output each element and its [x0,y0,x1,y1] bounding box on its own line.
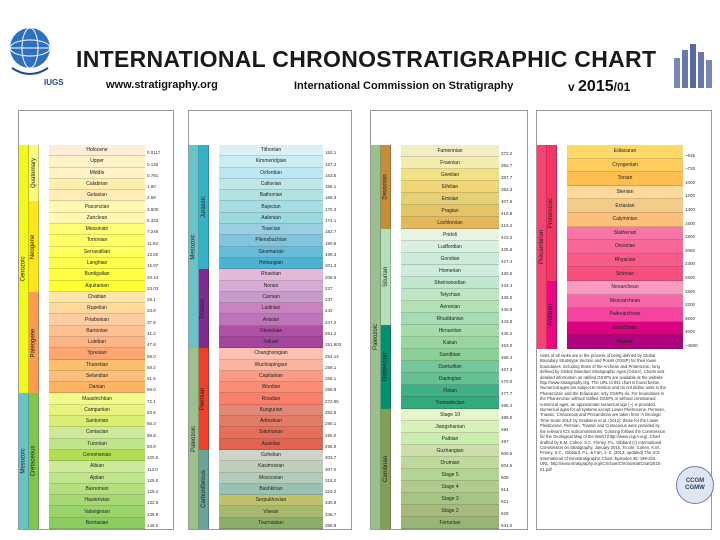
stage-age: 410.8 [501,211,513,216]
stage-age: 2.58 [147,195,156,201]
chart-version [568,78,630,96]
stage-row: Selandian [49,371,145,382]
period-label [547,281,557,349]
stage-row: Aptian [49,473,145,484]
stage-age: 208.5 [325,274,337,280]
period-label [19,393,29,529]
stage-row: Sheinwoodian [401,277,499,289]
stage-row: Rhyacian [567,254,683,268]
stage-age: 247.2 [325,319,337,325]
stage-row: Homerian [401,265,499,277]
stage-age: 190.8 [325,240,337,246]
period-label [189,145,199,348]
iugs-globe-logo [8,20,54,86]
stage-age: 59.2 [147,364,156,370]
stage-row: Ladinian [219,303,323,314]
stage-age: 1200 [685,193,696,199]
period-label-text: Paleozoic [372,323,379,351]
stage-age: 272.95 [325,398,339,404]
stage-row: Asselian [219,439,323,450]
stage-age: 489.5 [501,415,513,420]
stage-row: Bathonian [219,190,323,201]
stage-row: Calymmian [567,213,683,227]
stage-row: Serpukhovian [219,495,323,506]
stage-row: Sakmarian [219,427,323,438]
stage-row: Ediacaran [567,145,683,159]
stage-age: 330.9 [325,500,337,506]
stage-row: Paleoarchean [567,308,683,322]
stage-row: Burdigalian [49,269,145,280]
stage-age: 2300 [685,261,696,267]
stage-age: ~720 [685,166,696,172]
stage-age: 15.97 [147,263,159,269]
stage-age: 72.1 [147,398,156,404]
period-label-text: Cenozoic [20,256,27,282]
stage-row: Neoarchean [567,281,683,295]
stage-age: 182.7 [325,229,337,235]
stage-age: 86.3 [147,421,156,427]
period-label [29,145,39,201]
stage-row: Stage 4 [401,481,499,493]
stage-row: Guzhangian [401,445,499,457]
stage-age: 458.4 [501,355,513,360]
stage-age: 0.781 [147,172,159,178]
stage-row: Thanetian [49,360,145,371]
stage-age: 125.0 [147,477,159,483]
stage-age: 166.1 [325,184,337,190]
stage-row: Priabonian [49,314,145,325]
period-label-text: Triassic [200,298,207,319]
period-label [19,145,29,393]
stage-age: 295.0 [325,432,337,438]
stage-row: Cenomanian [49,450,145,461]
stage-row: Tortonian [49,235,145,246]
stage-age: 303.7 [325,455,337,461]
period-label [381,325,391,409]
period-label-text: Mesozoic [190,233,197,260]
stage-row: Statherian [567,227,683,241]
stage-age: 145.0 [147,523,159,528]
stage-age: 61.6 [147,376,156,382]
stage-age: 529 [501,511,509,516]
stage-row: Hettangian [219,258,323,269]
stage-row: Callovian [219,179,323,190]
period-label-text: Neogene [30,234,37,259]
stage-age: 132.9 [147,500,159,506]
period-label [199,269,209,348]
stage-age: 2500 [685,275,696,280]
stage-age: 443.8 [501,319,513,324]
stage-row: Siderian [567,267,683,281]
stage-age: 485.4 [501,403,513,408]
stage-row: Stage 3 [401,493,499,505]
stage-age: 83.6 [147,410,156,416]
stage-row: Gzhelian [219,450,323,461]
period-label-text: Carboniferous [200,470,207,509]
panel-devonian-cambrian [370,110,528,530]
stage-row: Turonian [49,439,145,450]
stage-age: 1400 [685,207,696,212]
stage-row: Emsian [401,193,499,205]
stage-row: Oxfordian [219,168,323,179]
stage-age: 28.1 [147,297,156,303]
stage-age: 433.4 [501,283,513,288]
stage-row: Albian [49,461,145,472]
stage-age: 419.2 [501,223,513,228]
stage-row: Stage 2 [401,505,499,517]
stage-age: 5.333 [147,218,159,224]
stage-age: 170.3 [325,206,337,212]
stage-row: Norian [219,281,323,292]
stage-age: 100.5 [147,455,159,461]
stage-row: Wuchiapingian [219,360,323,371]
stage-age: 307.0 [325,466,337,472]
stage-age: 477.7 [501,391,513,396]
stage-row: Darriwilian [401,361,499,373]
stage-age: 425.6 [501,247,513,252]
stage-row: Serravallian [49,247,145,258]
stage-row: Toarcian [219,224,323,235]
stage-row: Aeronian [401,301,499,313]
stage-age: 427.4 [501,259,513,264]
stage-row: Capitanian [219,371,323,382]
stage-row: Gorstian [401,253,499,265]
stage-age: 283.5 [325,410,337,416]
stage-age: 268.8 [325,387,337,393]
stage-row: Dapingian [401,373,499,385]
panel-jurassic-carboniferous [188,110,352,530]
stage-age: 440.8 [501,307,513,312]
stage-age: 129.4 [147,489,159,495]
stage-age: 1600 [685,220,696,226]
stage-age: 7.246 [147,229,159,235]
stage-row: Tithonian [219,145,323,156]
stage-row: Tournaisian [219,518,323,529]
stage-row: Orosirian [567,240,683,254]
period-label [381,145,391,229]
stage-age: 237 [325,297,333,303]
stage-age: 152.1 [325,150,337,156]
stage-row: Olenekian [219,326,323,337]
stage-row: Hauterivian [49,495,145,506]
stage-row: Campanian [49,405,145,416]
stage-age: 265.1 [325,376,337,382]
stage-age: 93.9 [147,443,156,449]
website-url[interactable]: www.stratigraphy.org [106,79,218,91]
stage-row: Lutetian [49,337,145,348]
stage-row: Rupelian [49,303,145,314]
stage-age: 37.8 [147,319,156,325]
stage-row: Changhsingian [219,348,323,359]
period-label [199,348,209,450]
stage-age: 467.3 [501,367,513,372]
stage-age: 157.3 [325,161,337,167]
stage-age: 290.1 [325,421,337,427]
stage-row: Pliensbachian [219,235,323,246]
stage-age: 298.9 [325,443,337,449]
iugs-logo-text: IUGS [44,78,64,87]
stage-row: Chattian [49,292,145,303]
stage-age: 41.2 [147,331,156,336]
stage-age: 494 [501,427,509,432]
period-label-text: Proterozoic [548,197,555,229]
stage-age: 407.6 [501,199,513,204]
stage-row: Rhuddanian [401,313,499,325]
stage-row: Holocene [49,145,145,156]
stage-row: Floian [401,385,499,397]
stage-age: 2800 [685,288,696,294]
stage-row: Barremian [49,484,145,495]
stage-row: Ypresian [49,348,145,359]
version-prefix: v [568,80,579,94]
period-label [29,292,39,394]
stage-age: 382.7 [501,163,513,168]
stage-row: Stage 10 [401,409,499,421]
stage-row: Danian [49,382,145,393]
stage-row: Ectasian [567,199,683,213]
stage-age: 168.3 [325,195,337,201]
stage-age: 13.82 [147,251,159,257]
stage-row: Berriasian [49,518,145,529]
stage-age: 259.1 [325,364,337,370]
stage-age: 3200 [685,302,696,308]
stage-age: 430.5 [501,271,513,276]
panel-cenozoic-cretaceous [18,110,174,530]
stage-age: 500.5 [501,451,513,456]
stage-row: Jiangshanian [401,421,499,433]
stage-age: 139.8 [147,511,159,517]
stage-age: 254.14 [325,353,339,359]
stage-age: 4000 [685,329,696,335]
stage-age: 23.03 [147,285,159,291]
stage-age: 251.902 [325,342,342,348]
stage-row: Zanclean [49,213,145,224]
stage-row: Roadian [219,393,323,404]
stage-row: Pridoli [401,229,499,241]
stage-age: 33.9 [147,308,156,314]
period-label-text: Archean [548,303,555,327]
stage-row: Wordian [219,382,323,393]
stage-age: 242 [325,308,333,314]
commission-name: International Commission on Stratigraphy [294,80,514,92]
stage-age: 1800 [685,234,696,240]
stage-age: 0.126 [147,161,159,167]
chart-header [0,0,720,104]
period-label-text: Quaternary [30,158,37,189]
stage-row: Ludfordian [401,241,499,253]
stage-row: Fortunian [401,517,499,529]
version-year: 2015 [578,78,614,95]
stage-row: Carnian [219,292,323,303]
stage-row: Aalenian [219,213,323,224]
stage-row: Bashkirian [219,484,323,495]
period-label-text: Cretaceous [30,445,37,477]
stage-row: Artinskian [219,416,323,427]
stage-row: Stage 5 [401,469,499,481]
stage-age: ~635 [685,152,696,158]
stage-row: Tremadocian [401,397,499,409]
chart-title: INTERNATIONAL CHRONOSTRATIGRAPHIC CHART [76,46,657,72]
stage-row: Famennian [401,145,499,157]
stage-age: 113.0 [147,466,158,472]
stage-age: 423.0 [501,235,513,240]
stage-row: Kungurian [219,405,323,416]
period-label-text: Silurian [382,266,389,288]
period-label-text: Paleogene [30,328,37,357]
stage-row: Coniacian [49,427,145,438]
stage-row: Maastrichtian [49,393,145,404]
stage-age: 453.0 [501,343,513,348]
period-label [29,201,39,291]
stage-age: 163.5 [325,172,337,178]
stage-row: Lochkovian [401,217,499,229]
stage-age: 2050 [685,247,696,253]
period-label [189,348,199,529]
stage-age: 227 [325,285,333,291]
stage-row: Drumian [401,457,499,469]
stage-age: ~4600 [685,343,698,348]
stage-row: Cryogenian [567,159,683,173]
stage-age: 372.2 [501,151,513,156]
stage-age: 201.3 [325,263,337,269]
stage-age: 521 [501,499,509,504]
ics-bars-logo [672,40,716,90]
period-label-text: Jurassic [200,196,207,219]
period-label-text: Precambrian [538,229,545,265]
stage-row: Induan [219,337,323,348]
stage-age: 89.8 [147,432,156,438]
stage-row: Valanginian [49,506,145,517]
stage-row: Kimmeridgian [219,156,323,167]
stage-row: Piacenzian [49,201,145,212]
stage-row: Givetian [401,169,499,181]
stage-row: Eoarchean [567,322,683,336]
stage-row: Anisian [219,314,323,325]
stage-age: 66.0 [147,387,156,393]
stage-age: 470.0 [501,379,513,384]
stage-age: 541.0 [501,523,513,528]
stage-row: Telychian [401,289,499,301]
stage-age: 514 [501,487,509,492]
stage-age: 445.2 [501,331,513,336]
stage-age: 358.9 [325,523,337,528]
period-label-text: Cambrian [382,455,389,483]
period-label-text: Mesozoic [20,448,27,474]
stage-age: 251.2 [325,331,337,336]
stage-age: 1.80 [147,184,156,190]
stage-row: Langhian [49,258,145,269]
stage-row: Gelasian [49,190,145,201]
stage-row: Bajocian [219,201,323,212]
stage-row: Bartonian [49,326,145,337]
stage-row: Santonian [49,416,145,427]
stage-row: Hirnantian [401,325,499,337]
stage-row: Katian [401,337,499,349]
stage-age: 315.2 [325,477,337,483]
period-label [199,450,209,529]
chart-notes: Units of all ranks are in the process of being defined by Global Boundary Stratotype Section and Points (GSSP) for their lower boundaries, including those of the Archean and Proterozoic, long defined by Global Standard Stratigraphic Ages (GSSA). Charts and detailed information on ratified GSSPs are available at the website http://www.stratigraphy.org. The URL to this chart is found below. Numerical ages are subject to revision and do not define units in the Phanerozoic and the Ediacaran; only GSSPs do. For boundaries in the Phanerozoic without ratified GSSPs or without constrained numerical ages, an approximate numerical age (~) is provided. Numerical ages for all systems except Lower Pleistocene, Permian, Triassic, Cretaceous and Precambrian are taken from 'A Geologic Time Scale 2012' by Gradstein et al. (2012); those for the Lower Pleistocene, Permian, Triassic and Cretaceous were provided by the relevant ICS subcommissions. Coloring follows the Commission for the Geological Map of the World (http://www.ccgm.org). Chart drafted by K.M. Cohen, S.C. Finney, P.L. Gibbard (c) International Commission on Stratigraphy, January 2015. To cite: Cohen, K.M., Finney, S.C., Gibbard, P.L. & Fan, J.-X. (2013; updated) The ICS International Chronostratigraphic Chart. Episodes 36: 199-204. URL: http://www.stratigraphy.org/ICSchart/ChronostratChart2015-01.pdf [540,353,666,472]
period-label [537,145,547,349]
stage-age: 56.0 [147,353,156,359]
stage-age: 174.1 [325,218,337,224]
period-label [371,145,381,529]
stage-age: 393.3 [501,187,513,192]
stage-age: 3.600 [147,206,159,212]
ccgm-logo: CCGM CGMW [676,466,714,504]
stage-row: Sinemurian [219,247,323,258]
stage-row: Stenian [567,186,683,200]
stage-age: 438.5 [501,295,513,300]
period-label [29,393,39,529]
stage-age: 509 [501,475,509,480]
stage-row: Upper [49,156,145,167]
version-suffix: /01 [613,80,631,94]
period-label-text: Devonian [382,174,389,200]
stage-row: Kasimovian [219,461,323,472]
stage-age: 497 [501,439,509,444]
stage-row: Rhaetian [219,269,323,280]
period-label [199,145,209,269]
stage-age: 1000 [685,179,696,185]
stage-age: 323.2 [325,489,337,495]
stage-age: 11.63 [147,240,158,246]
stage-age: 199.3 [325,251,337,257]
stage-age: 504.5 [501,463,513,468]
stage-row: Calabrian [49,179,145,190]
stage-row: Sandbian [401,349,499,361]
stage-age: 20.44 [147,274,159,280]
stage-age: 346.7 [325,511,337,517]
stage-row: Mesoarchean [567,295,683,309]
stage-row: Frasnian [401,157,499,169]
period-label-text: Permian [200,387,207,411]
period-label-text: Paleozoic [190,425,197,452]
stage-age: 3600 [685,315,696,321]
stage-row: Messinian [49,224,145,235]
stage-row: Hadean [567,335,683,349]
stage-row: Tonian [567,172,683,186]
stage-row: Aquitanian [49,281,145,292]
stage-age: 387.7 [501,175,513,180]
stage-row: Eifelian [401,181,499,193]
period-label-text: Ordovician [382,352,389,382]
stage-row: Middle [49,168,145,179]
stage-row: Pragian [401,205,499,217]
stage-row: Moscovian [219,473,323,484]
period-label [381,229,391,325]
period-label [547,145,557,281]
period-label [381,409,391,529]
stage-row: Visean [219,506,323,517]
stage-age: 0.0117 [147,150,161,156]
stage-row: Paibian [401,433,499,445]
stage-age: 47.8 [147,342,156,348]
